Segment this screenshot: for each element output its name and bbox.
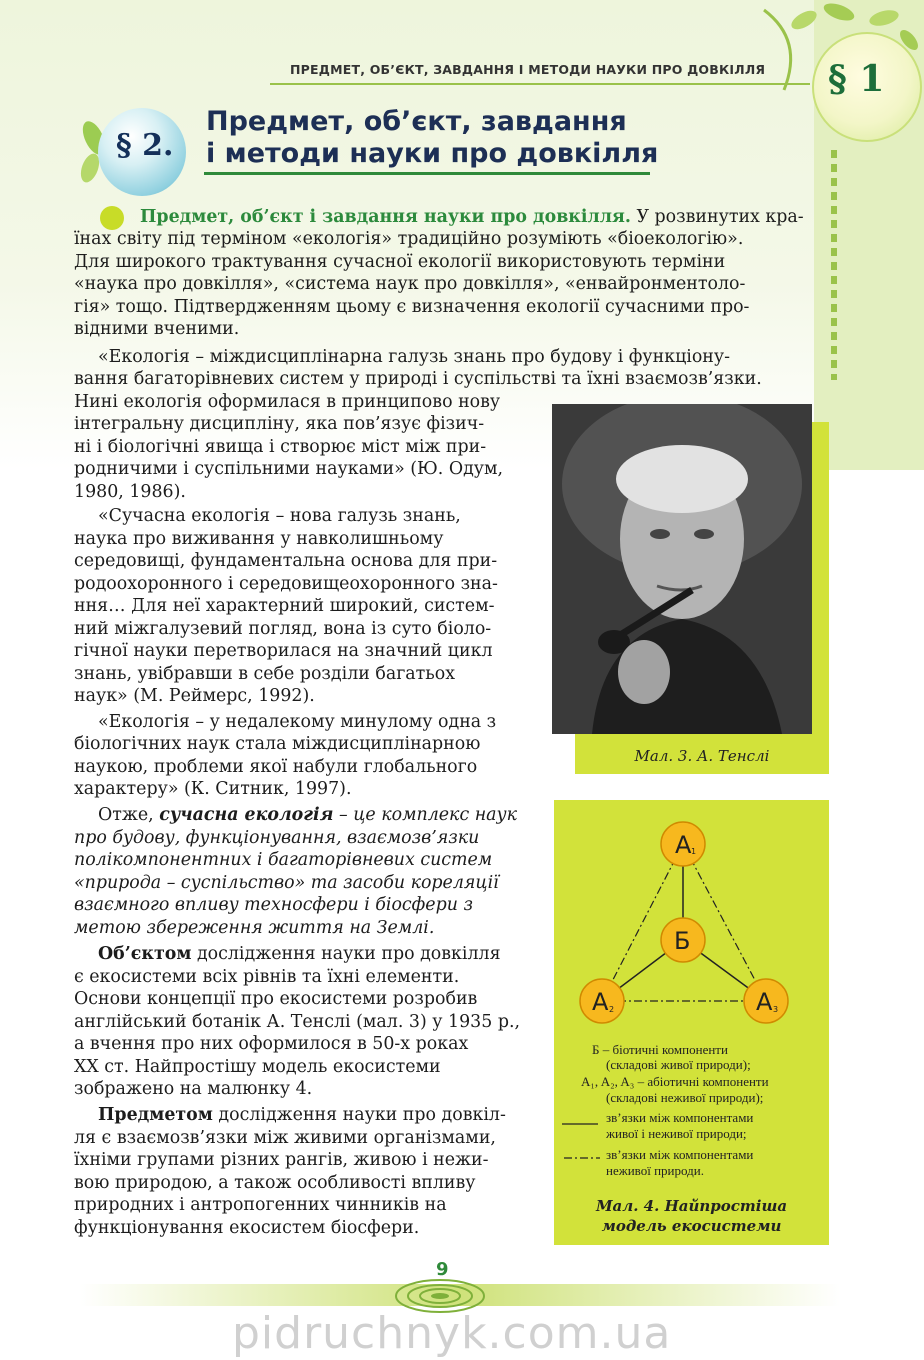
term-modern-ecology: сучасна екологія [159, 805, 334, 825]
running-header: ПРЕДМЕТ, ОБ’ЄКТ, ЗАВДАННЯ І МЕТОДИ НАУКИ ПРО ДОВКІЛЛЯ [290, 62, 766, 77]
legend-dashdot-line-1: зв’язки між компонентами [606, 1147, 754, 1162]
section-number: § 2. [116, 128, 174, 163]
paragraph-5-line-3: полікомпонентних і багаторівневих систем [74, 850, 493, 870]
paragraph-1-line-4: «наука про довкілля», «система наук про довкілля», «енвайронментоло- [74, 274, 746, 294]
section-title-line-1: Предмет, об’єкт, завдання [206, 106, 627, 137]
paragraph-5-line-1: Отже, сучасна екологія – це комплекс наук [98, 805, 518, 825]
paragraph-6-line-3: Основи концепції про екосистеми розробив [74, 989, 478, 1009]
paragraph-1-line-1: Предмет, об’єкт і завдання науки про довкілля. У розвинутих кра- [140, 207, 804, 227]
paragraph-6-line-1: Об’єктом дослідження науки про довкілля [98, 944, 501, 964]
paragraph-2-line-5: ні і біологічні явища і створює міст між при- [74, 437, 487, 457]
figure-3-caption: Мал. 3. А. Тенслі [634, 747, 770, 765]
paragraph-4-line-1: «Екологія – у недалекому минулому одна з [98, 712, 497, 732]
paragraph-3-line-8: знань, увібравши в себе розділи багатьох [74, 664, 456, 684]
margin-dashes [831, 150, 837, 380]
paragraph-6-line-4: англійський ботанік А. Тенслі (мал. 3) у 1935 р., [74, 1012, 521, 1032]
figure-4-caption-line-1: Мал. 4. Найпростіша [595, 1197, 788, 1215]
paragraph-4-line-2: біологічних наук стала міждисциплінарною [74, 734, 481, 754]
legend-a-line-1: A₁, A₂, A₃ – абіотичні компоненти [581, 1074, 769, 1089]
term-subject: Предметом [98, 1105, 213, 1125]
node-b [661, 918, 705, 962]
paragraph-4-line-4: характеру» (К. Ситник, 1997). [74, 779, 352, 799]
paragraph-3-line-4: родоохоронного і середовищеохоронного зна- [74, 574, 498, 594]
chapter-badge-label: § 1 [828, 58, 885, 100]
svg-text:3: 3 [773, 1005, 779, 1014]
paragraph-3-line-7: гічної науки перетворилася на значний цикл [74, 641, 493, 661]
paragraph-1-line-3: Для широкого трактування сучасної екології використовують терміни [74, 252, 726, 272]
paragraph-2-line-1: «Екологія – міждисциплінарна галузь знань про будову і функціону- [98, 347, 730, 367]
paragraph-7-line-5: природних і антропогенних чинників на [74, 1195, 447, 1215]
legend-solid-line-2: живої і неживої природи; [606, 1126, 747, 1141]
svg-text:2: 2 [609, 1005, 615, 1014]
paragraph-7-line-6: функціонування екосистем біосфери. [74, 1218, 420, 1238]
legend-dashdot-line-2: неживої природи. [606, 1163, 704, 1178]
svg-text:A: A [675, 831, 692, 859]
paragraph-4-line-3: наукою, проблеми якої набули глобального [74, 757, 478, 777]
legend-a-line-2: (складові неживої природи); [606, 1090, 764, 1105]
term-object: Об’єктом [98, 944, 192, 964]
node-a3 [744, 979, 788, 1023]
paragraph-7-line-4: вою природою, а також особливості впливу [74, 1173, 476, 1193]
title-underline [204, 172, 650, 175]
figure-4-caption [554, 1196, 829, 1236]
paragraph-6-line-7: зображено на малюнку 4. [74, 1079, 313, 1099]
paragraph-3-line-6: ний міжгалузевий погляд, вона із суто біоло- [74, 619, 492, 639]
legend-b-line-2: (складові живої природи); [606, 1057, 751, 1072]
watermark: pidruchnyk.com.ua [232, 1308, 672, 1359]
paragraph-6-line-6: XX ст. Найпростішу модель екосистеми [74, 1057, 441, 1077]
paragraph-5-line-6: метою збереження життя на Землі. [74, 918, 435, 938]
paragraph-7-line-3: їхніми групами різних рангів, живою і нежи- [74, 1150, 489, 1170]
svg-text:A: A [592, 988, 609, 1016]
svg-text:Б: Б [674, 927, 691, 955]
legend-b-line-1: Б – біотичні компоненти [592, 1042, 728, 1057]
paragraph-5-line-4: «природа – суспільство» та засоби кореляції [74, 873, 499, 893]
figure-4-caption-line-2: модель екосистеми [601, 1217, 782, 1235]
legend-solid-line-1: зв’язки між компонентами [606, 1110, 754, 1125]
paragraph-5-line-5: взаємного впливу техносфери і біосфери з [74, 895, 473, 915]
node-a1 [661, 822, 705, 866]
paragraph-5-line-2: про будову, функціонування, взаємозв’язки [74, 828, 480, 848]
paragraph-3-line-2: наука про виживання у навколишньому [74, 529, 444, 549]
paragraph-1-line-6: відними вченими. [74, 319, 240, 339]
paragraph-1-line-5: гія» тощо. Підтвердженням цьому є визначення екології сучасними про- [74, 297, 750, 317]
paragraph-7-line-1: Предметом дослідження науки про довкіл- [98, 1105, 506, 1125]
paragraph-1-line-2: їнах світу під терміном «екологія» традиційно розуміють «біоекологію». [74, 229, 744, 249]
portrait-illustration [552, 404, 812, 734]
paragraph-1-heading: Предмет, об’єкт і завдання науки про довкілля. [140, 207, 631, 227]
paragraph-2-line-7: 1980, 1986). [74, 482, 186, 502]
paragraph-2-line-4: інтегральну дисципліну, яка пов’язує фізич- [74, 414, 485, 434]
paragraph-6-line-2: є екосистеми всіх рівнів та їхні елементи. [74, 967, 460, 987]
paragraph-3-line-1: «Сучасна екологія – нова галузь знань, [98, 506, 461, 526]
paragraph-3-line-9: наук» (М. Реймерс, 1992). [74, 686, 315, 706]
header-rule [270, 83, 810, 85]
portrait-tansley-image [552, 404, 812, 734]
page-number: 9 [436, 1259, 449, 1280]
node-a2 [580, 979, 624, 1023]
bullet-dot-icon [100, 206, 124, 230]
svg-text:1: 1 [691, 847, 697, 856]
section-title-line-2: і методи науки про довкілля [206, 138, 659, 169]
paragraph-3-line-3: середовищі, фундаментальна основа для при- [74, 551, 498, 571]
section-title [206, 106, 658, 170]
paragraph-2-line-3: Нині екологія оформилася в принципово нову [74, 392, 501, 412]
legend-dashdot-line [562, 1155, 602, 1161]
paragraph-6-line-5: а вчення про них оформилося в 50-х роках [74, 1034, 469, 1054]
svg-text:A: A [756, 988, 773, 1016]
paragraph-2-line-6: родничими і суспільними науками» (Ю. Одум, [74, 459, 504, 479]
paragraph-3-line-5: ння… Для неї характерний широкий, систем- [74, 596, 495, 616]
paragraph-2-line-2: вання багаторівневих систем у природі і суспільстві та їхні взаємозв’язки. [74, 369, 762, 389]
paragraph-7-line-2: ля є взаємозв’язки між живими організмами, [74, 1128, 496, 1148]
